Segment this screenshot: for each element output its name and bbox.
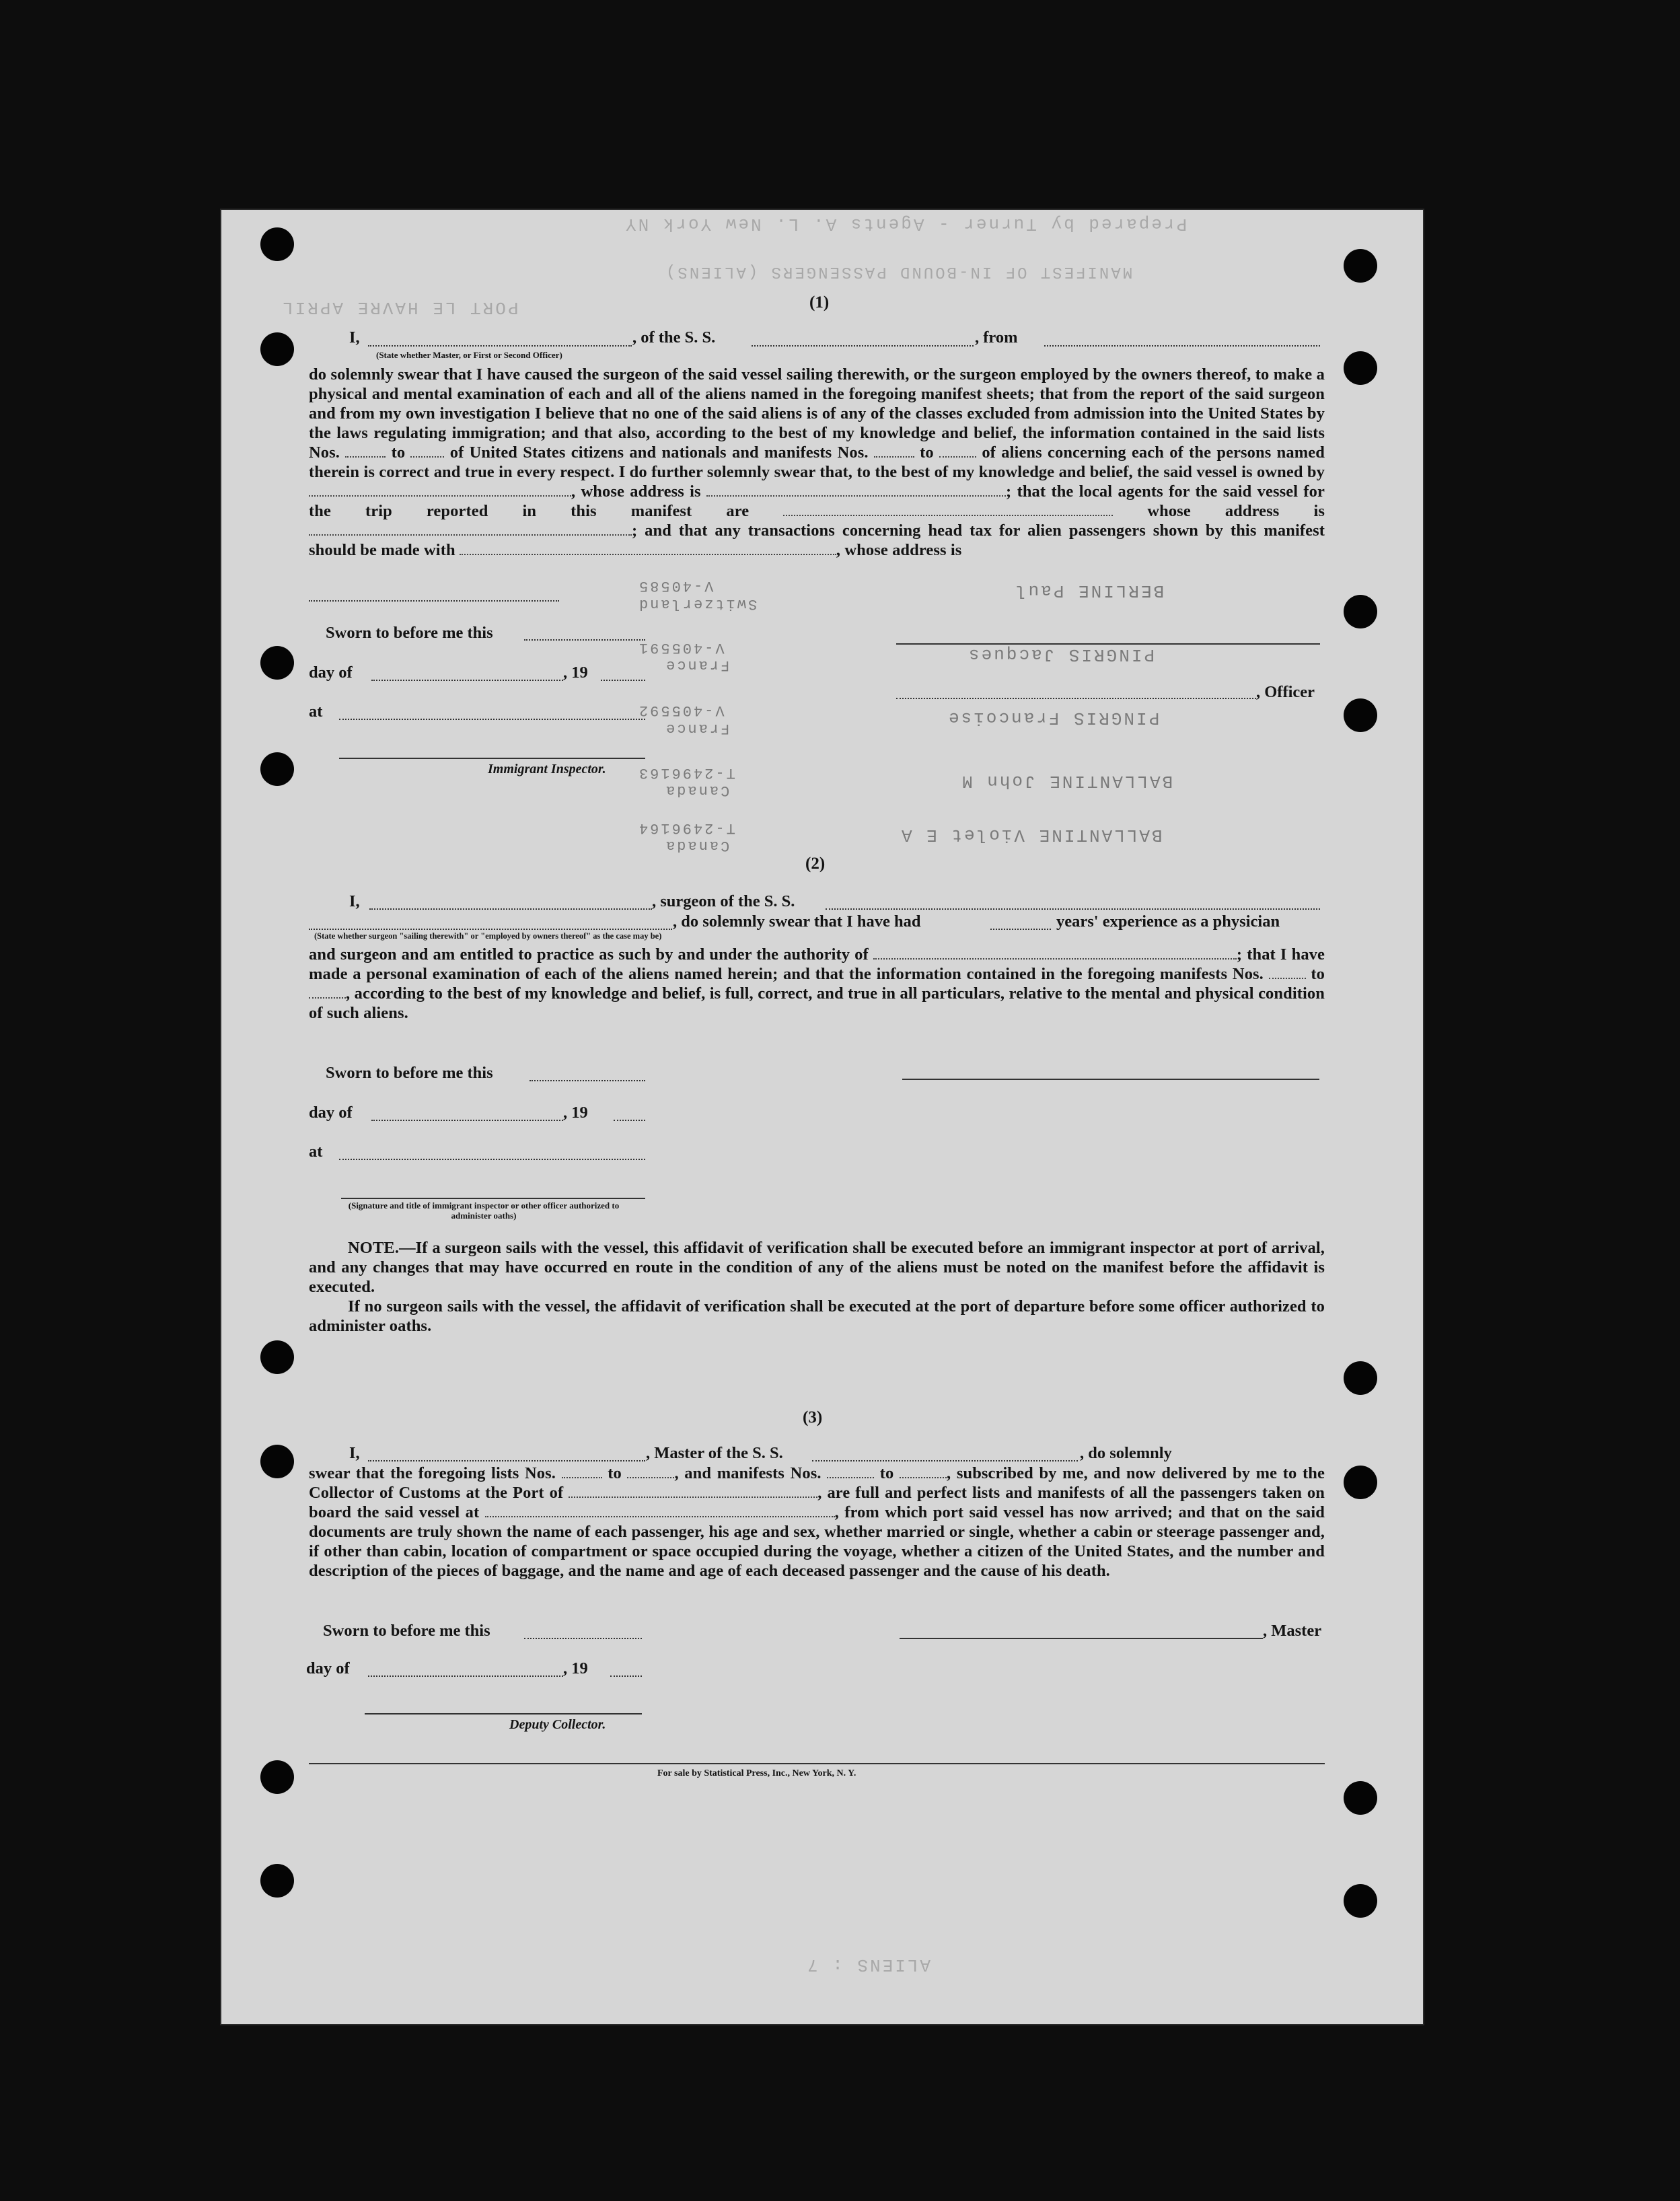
punch-hole: [1344, 595, 1377, 628]
punch-hole: [1344, 249, 1377, 283]
punch-hole: [1344, 1361, 1377, 1395]
day-of-label: day of: [309, 1104, 353, 1122]
punch-hole: [260, 332, 294, 366]
year-label: , 19: [563, 1659, 588, 1677]
surgeon-note: (State whether surgeon "sailing therewith" or "employed by owners thereof" as the case may be): [314, 931, 662, 941]
manifest-affidavit-page: [220, 209, 1424, 2025]
immigrant-inspector-label: Immigrant Inspector.: [488, 762, 606, 777]
sworn-date-blank: [529, 1080, 645, 1081]
punch-hole: [260, 1864, 294, 1898]
year-blank: [610, 1675, 642, 1677]
printer-imprint: For sale by Statistical Press, Inc., New York, N. Y.: [657, 1768, 856, 1778]
bleed-through-country: Switzerland: [637, 596, 758, 612]
bleed-through-code: V-405591: [637, 639, 725, 656]
section-number-2: (2): [805, 855, 826, 873]
punch-hole: [1344, 1466, 1377, 1499]
deputy-collector-signature-line: [365, 1713, 642, 1715]
officer-note: (State whether Master, or First or Second Officer): [376, 350, 562, 360]
officer-title-line: [896, 698, 1256, 699]
section3-oath-paragraph: swear that the foregoing lists Nos. to , and manifests Nos. to , subscribed by me, and now delivered by me to the Collector of Customs at the Port of , are full and perfect lists and manifests of all the passengers taken on board the said vessel at , from which port said vessel has now arrived; and that on the said documents are truly shown the name of each passenger, his age and sex, whether married or single, whether a cabin or steerage passenger and, if other than cabin, location of compartment or space occupied during the voyage, whether a citizen of the United States, and the number and description of the pieces of baggage, and the name and age of each deceased passenger and the cause of his death.: [309, 1464, 1325, 1580]
sworn-label: Sworn to before me this: [323, 1622, 490, 1640]
from-label: , from: [975, 328, 1018, 347]
year-blank: [614, 1120, 645, 1121]
bleed-through-name: PINGRIS Jacques: [967, 645, 1155, 665]
surgeon-note-paragraph: NOTE.—If a surgeon sails with the vessel, this affidavit of verification shall be executed before an immigrant inspector at port of arrival, and any changes that may have occurred en route in the condition of any of the aliens must be noted on the manifest before the affidavit is executed.: [309, 1239, 1325, 1296]
vessel-name-blank: [752, 345, 974, 347]
do-solemnly-label: , do solemnly: [1080, 1444, 1172, 1462]
punch-hole: [260, 1340, 294, 1374]
bleed-through-alien-count: ALIENS : 7: [805, 1955, 931, 1975]
deputy-collector-label: Deputy Collector.: [509, 1717, 606, 1732]
bleed-through-country: Canada: [664, 837, 730, 854]
at-label: at: [309, 702, 323, 721]
officer-label: , Officer: [1256, 683, 1315, 701]
surgeon-name-blank: [369, 908, 652, 910]
inspector-signature-line: [341, 1198, 645, 1199]
signature-note: (Signature and title of immigrant inspector or other officer authorized to administer oaths): [348, 1200, 620, 1221]
officer-name-blank: [368, 345, 632, 347]
bleed-through-title: MANIFEST OF IN-BOUND PASSENGERS (ALIENS): [664, 262, 1133, 281]
bleed-through-header: Prepared by Turner - Agents A. L. New York NY: [624, 214, 1188, 234]
master-name-blank: [368, 1460, 645, 1462]
years-experience-label: years' experience as a physician: [1056, 912, 1280, 931]
sworn-label: Sworn to before me this: [326, 624, 493, 642]
surgeon-vessel-blank: [826, 908, 1320, 910]
inspector-signature-line: [339, 758, 645, 759]
section1-i-label: I,: [349, 328, 360, 347]
bleed-through-code: V-405592: [637, 702, 725, 719]
bleed-through-country: France: [664, 720, 730, 737]
master-signature-line: [900, 1638, 1263, 1639]
year-label: , 19: [563, 1104, 588, 1122]
year-label: , 19: [563, 663, 588, 682]
bleed-through-country: France: [664, 657, 730, 674]
sworn-label: Sworn to before me this: [326, 1064, 493, 1082]
section3-i-label: I,: [349, 1444, 360, 1462]
years-experience-blank: [990, 929, 1051, 930]
punch-hole: [1344, 1884, 1377, 1918]
bleed-through-port: PORT LE HAVRE APRIL: [281, 297, 519, 318]
at-place-blank: [339, 1159, 645, 1160]
year-blank: [601, 680, 645, 681]
punch-hole: [260, 227, 294, 261]
master-vessel-blank: [812, 1460, 1078, 1462]
officer-signature-line: [896, 643, 1320, 645]
punch-hole: [260, 752, 294, 786]
section2-oath-paragraph: and surgeon and am entitled to practice as such by and under the authority of ; that I have made a personal examination of each of the aliens named herein; and that the information contained in the foregoing manifests Nos. to , according to the best of my knowledge and belief, is full, correct, and true in all particulars, relative to the mental and physical condition of such aliens.: [309, 945, 1325, 1022]
surgeon-of-label: , surgeon of the S. S.: [652, 892, 795, 910]
section-number-3: (3): [803, 1408, 823, 1427]
day-of-blank: [371, 1120, 563, 1121]
surgeon-status-blank: [309, 929, 672, 930]
at-place-blank: [339, 719, 645, 720]
bleed-through-code: T-2496163: [637, 764, 735, 781]
of-ss-label: , of the S. S.: [632, 328, 716, 347]
master-label: , Master: [1263, 1622, 1322, 1640]
sworn-date-blank: [524, 1638, 642, 1639]
at-label: at: [309, 1143, 323, 1161]
day-of-label: day of: [309, 663, 353, 682]
punch-hole: [260, 1760, 294, 1794]
bleed-through-name: PINGRIS Francoise: [947, 708, 1160, 728]
punch-hole: [1344, 1781, 1377, 1815]
section2-i-label: I,: [349, 892, 360, 910]
section1-oath-paragraph: do solemnly swear that I have caused the surgeon of the said vessel sailing therewith, or the surgeon employed by the owners thereof, to make a physical and mental examination of each and all of the aliens named in the foregoing manifest sheets; that from the report of the said surgeon and from my own investigation I believe that no one of the said aliens is of any of the classes excluded from admission into the United States by the laws regulating immigration; and that also, according to the best of my knowledge and belief, the information contained in the said lists Nos. to of United States citizens and nationals and manifests Nos. to of aliens concerning each of the persons named therein is correct and true in every respect. I do further solemnly swear that, to the best of my knowledge and belief, the said vessel is owned by , whose address is ; that the local agents for the said vessel for the trip reported in this manifest are whose address is ; and that any transactions concerning head tax for alien passengers shown by this manifest should be made with , whose address is: [309, 365, 1325, 559]
do-swear-label: , do solemnly swear that I have had: [673, 912, 921, 931]
head-tax-address-blank: [309, 600, 559, 602]
bleed-through-name: BERLINE Paul: [1014, 581, 1165, 601]
day-of-blank: [368, 1675, 563, 1677]
no-surgeon-paragraph: If no surgeon sails with the vessel, the affidavit of verification shall be executed at the port of departure before some officer authorized to administer oaths.: [309, 1297, 1325, 1335]
punch-hole: [260, 1445, 294, 1478]
surgeon-signature-line: [902, 1079, 1319, 1080]
bleed-through-name: BALLANTINE Violet E A: [900, 825, 1163, 845]
bleed-through-name: BALLANTINE John M: [960, 771, 1173, 791]
sworn-date-blank: [524, 639, 645, 641]
bleed-through-code: V-40585: [637, 577, 714, 594]
bleed-through-country: Canada: [664, 782, 730, 799]
punch-hole: [1344, 698, 1377, 732]
master-of-label: , Master of the S. S.: [646, 1444, 783, 1462]
punch-hole: [1344, 351, 1377, 385]
footer-rule: [309, 1763, 1325, 1764]
from-port-blank: [1044, 345, 1320, 347]
day-of-label: day of: [306, 1659, 350, 1677]
punch-hole: [260, 646, 294, 680]
section-number-1: (1): [809, 293, 830, 312]
day-of-blank: [371, 680, 563, 681]
bleed-through-code: T-2496164: [637, 820, 735, 836]
